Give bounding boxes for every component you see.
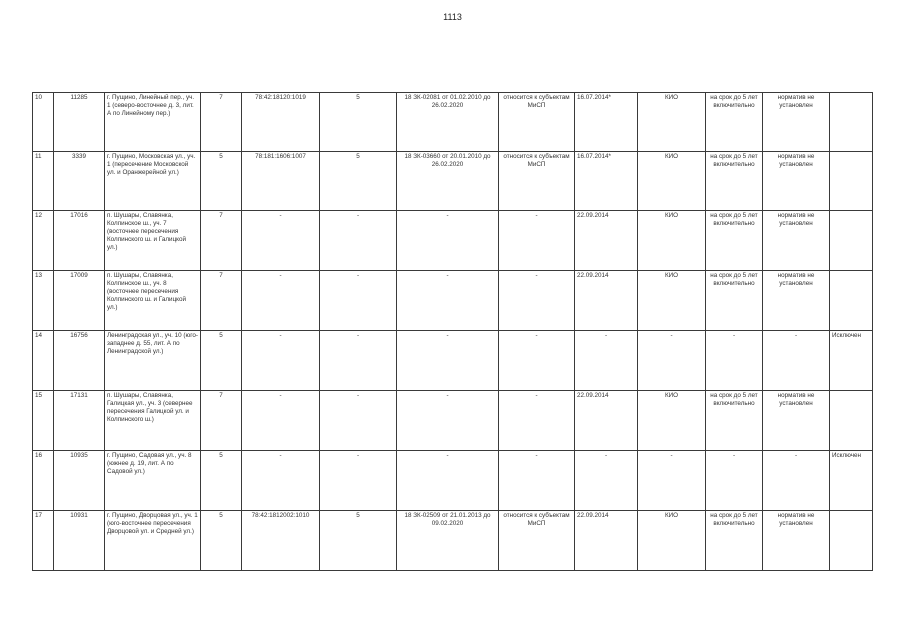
- norm: норматив не установлен: [763, 511, 830, 571]
- smb-status: -: [499, 391, 575, 451]
- cadastral-number: -: [242, 391, 320, 451]
- object-id: 10935: [54, 451, 105, 511]
- table-row: [33, 451, 873, 511]
- object-id: 17016: [54, 211, 105, 271]
- category-code: 5: [201, 451, 242, 511]
- norm: норматив не установлен: [763, 271, 830, 331]
- organization: КИО: [638, 271, 706, 331]
- norm: -: [763, 451, 830, 511]
- smb-status: -: [499, 271, 575, 331]
- row-number: 10: [33, 93, 54, 152]
- organization: КИО: [638, 391, 706, 451]
- object-id: 3339: [54, 152, 105, 211]
- row-number: 11: [33, 152, 54, 211]
- row-number: 12: [33, 211, 54, 271]
- row-number: 13: [33, 271, 54, 331]
- note: [830, 391, 873, 451]
- address: Ленинградская ул., уч. 10 (юго-западнее д. 55, лит. А по Ленинградской ул.): [105, 331, 201, 391]
- address: г. Пущино, Дворцовая ул., уч. 1 (юго-восточнее пересечения Дворцовой ул. и Средней ул.): [105, 511, 201, 571]
- category-code-2: -: [320, 211, 397, 271]
- note: [830, 271, 873, 331]
- table-row: [33, 211, 873, 271]
- address: п. Шушары, Славянка, Колпинское ш., уч. 8 (восточнее пересечения Колпинского ш. и Галицкой ул.): [105, 271, 201, 331]
- object-id: 17131: [54, 391, 105, 451]
- date: -: [575, 331, 638, 391]
- date: 22.09.2014: [575, 271, 638, 331]
- category-code: 5: [201, 511, 242, 571]
- norm: -: [763, 331, 830, 391]
- norm: норматив не установлен: [763, 152, 830, 211]
- organization: КИО: [638, 511, 706, 571]
- note: Исключен: [830, 451, 873, 511]
- category-code-2: 5: [320, 511, 397, 571]
- norm: норматив не установлен: [763, 93, 830, 152]
- category-code-2: 5: [320, 93, 397, 152]
- norm: норматив не установлен: [763, 211, 830, 271]
- date: 22.09.2014: [575, 211, 638, 271]
- category-code-2: 5: [320, 152, 397, 211]
- organization: -: [638, 451, 706, 511]
- contract: 18 ЗК-02509 от 21.01.2013 до 09.02.2020: [397, 511, 499, 571]
- object-id: 16756: [54, 331, 105, 391]
- table-row: [33, 511, 873, 571]
- smb-status: относится к субъектам МиСП: [499, 152, 575, 211]
- note: [830, 93, 873, 152]
- address: г. Пущино, Линейный пер., уч. 1 (северо-восточнее д. 3, лит. А по Линейному пер.): [105, 93, 201, 152]
- term: на срок до 5 лет включительно: [706, 152, 763, 211]
- category-code: 7: [201, 391, 242, 451]
- category-code: 5: [201, 331, 242, 391]
- cadastral-number: -: [242, 271, 320, 331]
- smb-status: относится к субъектам МиСП: [499, 511, 575, 571]
- row-number: 17: [33, 511, 54, 571]
- contract: 18 ЗК-02081 от 01.02.2010 до 26.02.2020: [397, 93, 499, 152]
- object-id: 10931: [54, 511, 105, 571]
- note: [830, 152, 873, 211]
- category-code: 5: [201, 152, 242, 211]
- category-code-2: -: [320, 271, 397, 331]
- cadastral-number: 78:42:1812002:1010: [242, 511, 320, 571]
- cadastral-number: -: [242, 211, 320, 271]
- organization: КИО: [638, 152, 706, 211]
- date: 16.07.2014*: [575, 152, 638, 211]
- organization: КИО: [638, 93, 706, 152]
- contract: -: [397, 211, 499, 271]
- contract: 18 ЗК-03660 от 20.01.2010 до 26.02.2020: [397, 152, 499, 211]
- smb-status: -: [499, 331, 575, 391]
- smb-status: относится к субъектам МиСП: [499, 93, 575, 152]
- address: п. Шушары, Славянка, Галицкая ул., уч. 3 (севернее пересечения Галицкой ул. и Колпинского ш.): [105, 391, 201, 451]
- term: на срок до 5 лет включительно: [706, 271, 763, 331]
- term: на срок до 5 лет включительно: [706, 391, 763, 451]
- table-row: [33, 331, 873, 391]
- address: п. Шушары, Славянка, Колпинское ш., уч. 7 (восточнее пересечения Колпинского ш. и Галицкой ул.): [105, 211, 201, 271]
- cadastral-number: -: [242, 331, 320, 391]
- cadastral-number: 78:42:18120:1019: [242, 93, 320, 152]
- row-number: 15: [33, 391, 54, 451]
- land-plots-table: [32, 92, 873, 571]
- category-code-2: -: [320, 331, 397, 391]
- table-row: [33, 93, 873, 152]
- smb-status: -: [499, 451, 575, 511]
- page-number: 1113: [443, 12, 462, 22]
- category-code-2: -: [320, 391, 397, 451]
- date: -: [575, 451, 638, 511]
- table-row: [33, 391, 873, 451]
- contract: -: [397, 391, 499, 451]
- object-id: 11285: [54, 93, 105, 152]
- date: 16.07.2014*: [575, 93, 638, 152]
- organization: КИО: [638, 211, 706, 271]
- object-id: 17009: [54, 271, 105, 331]
- contract: -: [397, 271, 499, 331]
- row-number: 16: [33, 451, 54, 511]
- term: -: [706, 331, 763, 391]
- contract: -: [397, 331, 499, 391]
- note: [830, 211, 873, 271]
- note: Исключен: [830, 331, 873, 391]
- term: на срок до 5 лет включительно: [706, 211, 763, 271]
- date: 22.09.2014: [575, 511, 638, 571]
- table-row: [33, 271, 873, 331]
- contract: -: [397, 451, 499, 511]
- address: г. Пущино, Московская ул., уч. 1 (пересечение Московской ул. и Оранжерейной ул.): [105, 152, 201, 211]
- date: 22.09.2014: [575, 391, 638, 451]
- note: [830, 511, 873, 571]
- table-row: [33, 152, 873, 211]
- cadastral-number: 78:181:1606:1007: [242, 152, 320, 211]
- address: г. Пущино, Садовая ул., уч. 8 (южнее д. 19, лит. А по Садовой ул.): [105, 451, 201, 511]
- term: на срок до 5 лет включительно: [706, 511, 763, 571]
- organization: -: [638, 331, 706, 391]
- category-code: 7: [201, 93, 242, 152]
- category-code-2: -: [320, 451, 397, 511]
- category-code: 7: [201, 211, 242, 271]
- term: на срок до 5 лет включительно: [706, 93, 763, 152]
- smb-status: -: [499, 211, 575, 271]
- cadastral-number: -: [242, 451, 320, 511]
- category-code: 7: [201, 271, 242, 331]
- term: -: [706, 451, 763, 511]
- row-number: 14: [33, 331, 54, 391]
- norm: норматив не установлен: [763, 391, 830, 451]
